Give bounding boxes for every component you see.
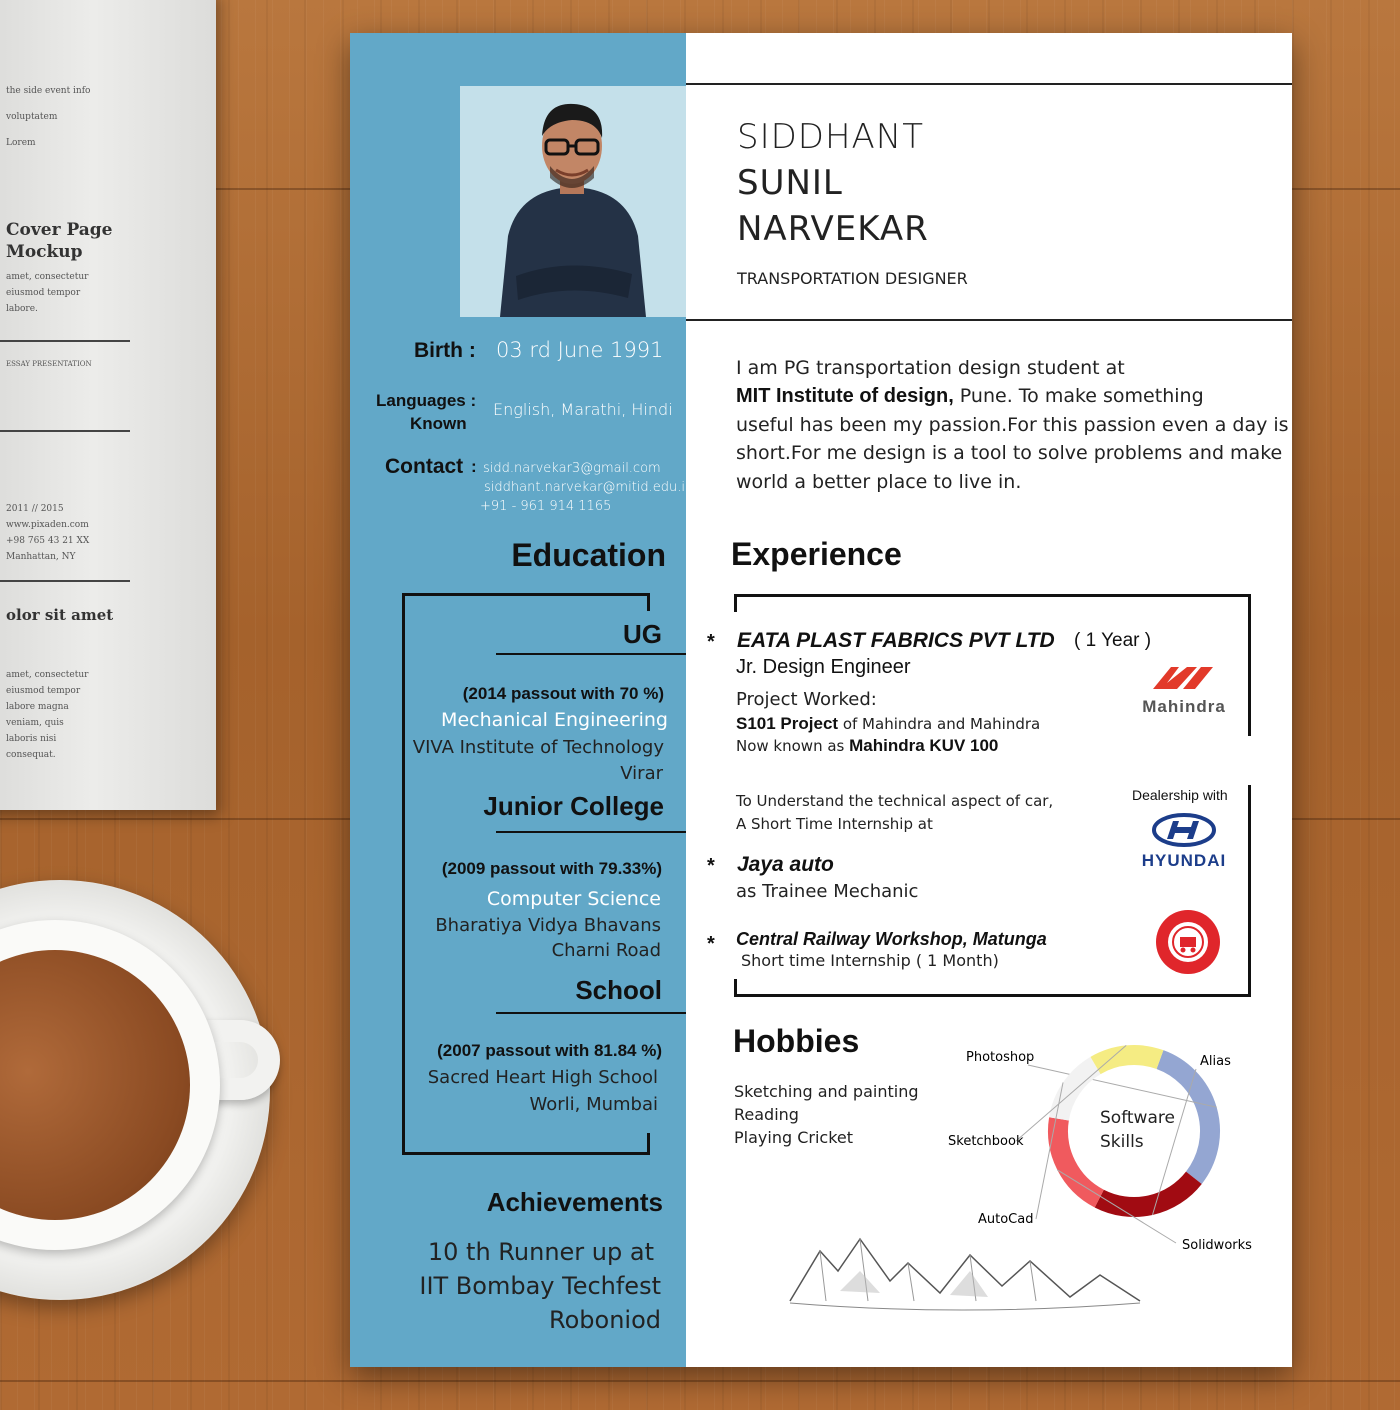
known-as-text: Now known as	[736, 737, 850, 755]
ug-place: Virar	[620, 763, 663, 784]
chart-title-word: Software	[1100, 1108, 1175, 1128]
chart-title-word: Skills	[1100, 1132, 1144, 1152]
ug-degree: Mechanical Engineering	[441, 709, 668, 731]
job-3-company: Central Railway Workshop, Matunga	[736, 929, 1047, 949]
job-2-bullet: *	[707, 855, 715, 877]
ug-passout: (2014 passout with 70 %)	[462, 684, 664, 703]
header-bottom-rule	[686, 319, 1292, 321]
dealership-label: Dealership with	[1132, 787, 1228, 803]
experience-box-right-bottom	[1248, 785, 1251, 997]
skill-label-sketchbook: Sketchbook	[948, 1134, 1024, 1149]
railway-emblem-icon	[1155, 909, 1221, 975]
newspaper-text: www.pixaden.com	[6, 520, 89, 530]
job-1-project-label: Project Worked:	[736, 689, 877, 710]
experience-box-bottom	[734, 994, 1251, 997]
contact-email-1[interactable]: sidd.narvekar3@gmail.com	[483, 461, 661, 476]
mahindra-logo	[1120, 663, 1248, 725]
contact-colon: :	[471, 457, 477, 476]
newspaper-text: laboris nisi	[6, 734, 57, 744]
newspaper-text: eiusmod tempor	[6, 288, 81, 298]
school-label: School	[575, 975, 662, 1005]
ug-underline	[496, 653, 686, 655]
job-title: TRANSPORTATION DESIGNER	[737, 269, 968, 288]
languages-label: Languages :	[376, 391, 477, 410]
wood-plank-line	[0, 1380, 1400, 1382]
newspaper-text: Manhattan, NY	[6, 552, 76, 562]
junior-degree: Computer Science	[486, 888, 661, 910]
newspaper-text: amet, consectetur	[6, 272, 89, 282]
background-newspaper	[0, 0, 216, 810]
school-passout: (2007 passout with 81.84 %)	[437, 1041, 662, 1060]
job-1-known-as	[736, 736, 998, 756]
about-line-5: world a better place to live in.	[736, 471, 1022, 493]
about-school-name: MIT Institute of design,	[736, 385, 954, 407]
school-underline	[496, 1012, 686, 1014]
hyundai-emblem-icon	[1151, 813, 1217, 847]
newspaper-text: labore magna	[6, 702, 69, 712]
hyundai-logo	[1136, 813, 1232, 871]
job-1-duration: ( 1 Year )	[1074, 630, 1152, 651]
newspaper-text: 2011 // 2015	[6, 504, 64, 514]
languages-value: English, Marathi, Hindi	[493, 400, 673, 419]
experience-box-left-tick	[734, 594, 737, 612]
experience-box-top	[734, 594, 1251, 597]
junior-underline	[496, 831, 686, 833]
ug-label: UG	[623, 619, 662, 649]
mahindra-wordmark: Mahindra	[1142, 697, 1226, 716]
junior-college-label: Junior College	[483, 791, 664, 821]
mahindra-emblem-icon	[1149, 663, 1219, 693]
school-institute: Sacred Heart High School	[427, 1067, 658, 1088]
project-name: S101 Project	[736, 714, 839, 733]
job-3-bullet: *	[707, 933, 715, 955]
hobby-item: Playing Cricket	[734, 1128, 853, 1147]
project-client: of Mahindra and Mahindra	[838, 715, 1041, 733]
hyundai-wordmark: HYUNDAI	[1141, 851, 1227, 870]
junior-institute: Bharatiya Vidya Bhavans	[435, 915, 661, 936]
skill-label-alias: Alias	[1200, 1054, 1231, 1069]
newspaper-text: veniam, quis	[6, 718, 64, 728]
newspaper-text: Lorem	[6, 138, 36, 148]
ug-institute: VIVA Institute of Technology	[412, 737, 664, 758]
newspaper-rule	[0, 340, 130, 342]
internship-intro-1: To Understand the technical aspect of car,	[736, 792, 1054, 810]
newspaper-text: voluptatem	[6, 112, 58, 122]
header-top-rule	[686, 83, 1292, 85]
job-1-company: EATA PLAST FABRICS PVT LTD	[737, 629, 1055, 652]
newspaper-rule	[0, 580, 130, 582]
skill-slice-solidworks	[1058, 1119, 1099, 1199]
job-3-role: Short time Internship ( 1 Month)	[741, 951, 999, 970]
hobby-item: Reading	[734, 1105, 799, 1124]
newspaper-headline: Mockup	[6, 242, 83, 262]
contact-phone[interactable]: +91 - 961 914 1165	[480, 499, 612, 514]
mountain-sketch	[780, 1231, 1150, 1321]
achievement-line-2: IIT Bombay Techfest	[419, 1272, 661, 1300]
newspaper-headline: olor sit amet	[6, 606, 114, 624]
name-line-3: NARVEKAR	[737, 209, 929, 249]
school-place: Worli, Mumbai	[529, 1094, 658, 1115]
newspaper-text: amet, consectetur	[6, 670, 89, 680]
newspaper-text: the side event info	[6, 86, 91, 96]
newspaper-text: consequat.	[6, 750, 56, 760]
languages-label-known: Known	[410, 414, 467, 433]
name-line-2: SUNIL	[737, 163, 843, 203]
newspaper-text: eiusmod tempor	[6, 686, 81, 696]
name-line-1: SIDDHANT	[737, 117, 924, 157]
indian-railways-logo	[1155, 909, 1221, 975]
resume-page	[350, 33, 1292, 1367]
achievements-heading: Achievements	[486, 1187, 663, 1217]
birth-value: 03 rd June 1991	[496, 338, 664, 362]
experience-heading: Experience	[731, 536, 902, 572]
about-line-1: I am PG transportation design student at	[736, 357, 1125, 379]
newspaper-text: +98 765 43 21 XX	[6, 536, 90, 546]
known-as-product: Mahindra KUV 100	[849, 736, 999, 755]
skill-label-photoshop: Photoshop	[966, 1050, 1035, 1065]
contact-label: Contact	[385, 455, 464, 478]
bracket-tick-top	[647, 593, 650, 611]
job-2-role: as Trainee Mechanic	[736, 881, 919, 902]
about-line-2-rest: Pune. To make something	[953, 385, 1204, 407]
experience-box-left-bottom-tick	[734, 979, 737, 997]
hobby-item: Sketching and painting	[734, 1082, 919, 1101]
junior-place: Charni Road	[551, 940, 661, 961]
job-2-company: Jaya auto	[737, 853, 834, 876]
junior-passout: (2009 passout with 79.33%)	[441, 859, 662, 878]
profile-photo	[460, 86, 686, 317]
skill-label-autocad: AutoCad	[978, 1212, 1034, 1227]
about-line-2	[736, 385, 1204, 408]
education-heading: Education	[511, 537, 666, 573]
newspaper-text: labore.	[6, 304, 38, 314]
birth-label: Birth :	[414, 339, 476, 362]
internship-intro-2: A Short Time Internship at	[736, 815, 933, 833]
hobbies-heading: Hobbies	[733, 1023, 860, 1059]
skill-slice-alias	[1099, 1178, 1194, 1207]
bracket-tick-bottom	[647, 1133, 650, 1155]
person-avatar-icon	[460, 86, 686, 317]
job-1-bullet: *	[707, 631, 715, 653]
contact-email-2[interactable]: siddhant.narvekar@mitid.edu.in	[484, 480, 694, 495]
achievement-line-3: Roboniod	[549, 1306, 661, 1334]
newspaper-rule	[0, 430, 130, 432]
job-1-project	[736, 714, 1040, 734]
experience-box-right-top	[1248, 594, 1251, 736]
about-line-3: useful has been my passion.For this passion even a day is	[736, 414, 1289, 436]
newspaper-headline: Cover Page	[6, 220, 113, 240]
newspaper-text: ESSAY PRESENTATION	[6, 360, 92, 368]
skill-label-solidworks: Solidworks	[1182, 1238, 1252, 1253]
software-skills-chart	[940, 1013, 1280, 1253]
job-1-role: Jr. Design Engineer	[736, 656, 911, 678]
about-line-4: short.For me design is a tool to solve problems and make	[736, 442, 1283, 464]
achievement-line-1: 10 th Runner up at	[427, 1238, 654, 1266]
